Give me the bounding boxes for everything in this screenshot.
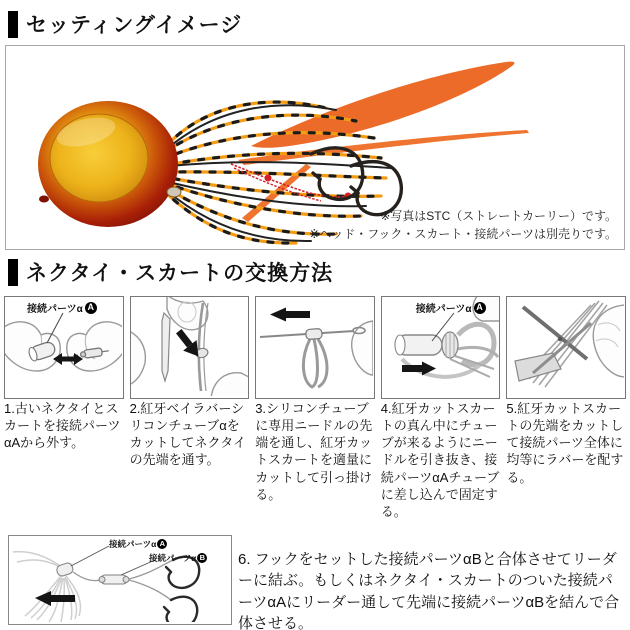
connector-label-a <box>27 300 97 315</box>
step1-illustration <box>4 296 124 399</box>
section-header-setting <box>8 9 242 39</box>
left-arrow-icon <box>270 308 310 322</box>
step6-text: 6. フックをセットした接続パーツαBと合体させてリーダーに結ぶ。もしくはネクタイ・スカートのついた接続パーツαAにリーダー通して先端に接続パーツαBを結んで合体させる。 <box>238 551 620 630</box>
connector-label-text: 接続パーツα <box>27 304 83 315</box>
step5-text: 5.紅牙カットスカートの先端をカットして接続パーツ全体に均等にラバーを配する。 <box>506 401 624 485</box>
step5-illustration <box>506 296 626 399</box>
step2-drawing <box>131 297 248 396</box>
skirt-strands <box>13 552 80 622</box>
skirt-loops <box>304 339 328 387</box>
badge-a-icon: A <box>474 302 486 314</box>
step3-illustration <box>255 296 375 399</box>
connector-label-text: 接続パーツα <box>415 304 472 315</box>
connector-label-a <box>109 538 167 550</box>
step2-text: 2.紅牙ベイラバーシリコンチューブαをカットしてネクタイの先端を通す。 <box>129 401 246 468</box>
badge-a-icon: A <box>85 302 97 314</box>
step6-illustration <box>8 535 232 625</box>
photo-notes <box>309 207 617 244</box>
step3-text: 3.シリコンチューブに専用ニードルの先端を通し、紅牙カットスカートを適量にカットして引っ掛ける。 <box>255 401 373 502</box>
step1-text: 1.古いネクタイとスカートを接続パーツαAから外す。 <box>4 401 121 451</box>
hooks <box>164 557 199 622</box>
section-title-exchange: ネクタイ・スカートの交換方法 <box>26 262 334 285</box>
step2-illustration <box>130 296 250 399</box>
badge-a-icon: A <box>157 539 167 549</box>
line-hole <box>167 187 181 197</box>
connector-label-text: 接続パーツα <box>109 539 157 549</box>
step4-text: 4.紅牙カットスカートの真ん中にチューブが来るようにニードルを引き抜き、接続パーツαAチューブに差し込んで固定する。 <box>380 401 500 519</box>
note-line-1: ※写真はSTC（ストレートカーリー）です。 <box>380 208 617 223</box>
connector-label-text: 接続パーツα <box>149 553 197 563</box>
section-header-exchange <box>8 257 333 287</box>
thread-knot <box>265 175 272 182</box>
setting-image-panel <box>5 45 625 250</box>
connector-label-b <box>149 552 207 564</box>
section-title-setting: セッティングイメージ <box>26 14 243 37</box>
head-hole <box>39 196 49 203</box>
badge-b-icon: B <box>197 553 207 563</box>
tube-knot <box>306 328 323 339</box>
label-pointer-line-a <box>71 546 109 566</box>
step5-drawing <box>507 297 624 396</box>
steps-illustration-row <box>4 296 626 399</box>
note-line-2: ※ヘッド・フック・スカート・接続パーツは別売りです。 <box>309 227 617 242</box>
header-bar-icon <box>8 259 18 286</box>
step3-drawing <box>256 297 373 396</box>
hooks <box>311 148 401 215</box>
connector-label-a <box>416 300 486 315</box>
needle <box>162 313 170 381</box>
header-bar-icon <box>8 11 18 38</box>
leader-line <box>73 572 101 581</box>
step4-illustration <box>381 296 501 399</box>
steps-text-row <box>4 400 626 520</box>
